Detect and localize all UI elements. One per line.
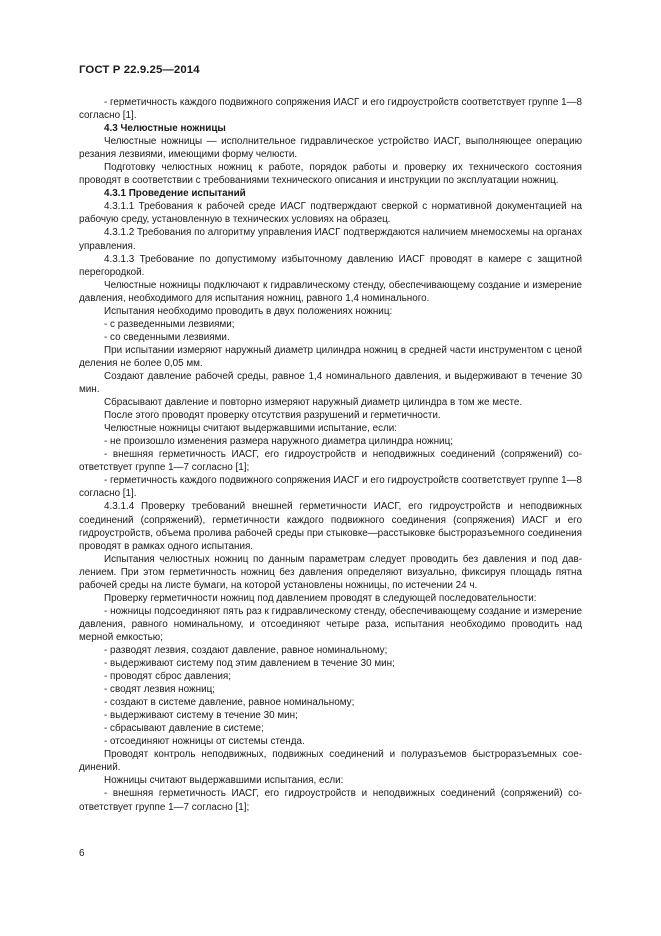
- list-item: - проводят сброс давления;: [104, 671, 231, 683]
- paragraph: Подготовку челюстных ножниц к работе, порядок работы и проверку их технического состояния проводят в соответствии с требованиями технического описания и инструкции по эксплуатации ножниц.: [79, 162, 582, 187]
- paragraph: Испытания необходимо проводить в двух положениях ножниц:: [104, 305, 393, 317]
- paragraph: Проводят контроль неподвижных, подвижных соединений и полуразъемов быстроразъемных соединений.: [79, 749, 582, 774]
- list-item: - с разведенными лезвиями;: [104, 318, 235, 330]
- list-item: - отсоединяют ножницы от системы стенда.: [104, 736, 305, 748]
- paragraph: 4.3.1.1 Требования к рабочей среде ИАСГ подтверждают сверкой с нормативной документацией на рабочую среду, установленную в технических условиях на образец.: [79, 201, 582, 226]
- paragraph: - герметичность каждого подвижного сопряжения ИАСГ и его гидроустройств соответствует группе 1—8 согласно [1].: [79, 97, 582, 122]
- paragraph: Челюстные ножницы считают выдержавшими испытание, если:: [104, 423, 398, 435]
- paragraph: Сбрасывают давление и повторно измеряют наружный диаметр цилиндра в том же месте.: [104, 397, 523, 409]
- list-item: - герметичность каждого подвижного сопряжения ИАСГ и его гидроустройств соответствует группе 1—8 согласно [1].: [79, 475, 582, 500]
- document-header: ГОСТ Р 22.9.25—2014: [79, 64, 200, 76]
- paragraph: Челюстные ножницы — исполнительное гидравлическое устройство ИАСГ, выполняющее операцию резания лезвиями, имеющими форму челюсти.: [79, 136, 582, 161]
- list-item: - внешняя герметичность ИАСГ, его гидроустройств и неподвижных соединений (сопряжений) соответствует группе 1—7 согласно [1];: [79, 788, 582, 813]
- paragraph: После этого проводят проверку отсутствия разрушений и герметичности.: [104, 410, 441, 422]
- paragraph: Создают давление рабочей среды, равное 1,4 номинального давления, и выдерживают в течение 30 мин.: [79, 370, 582, 396]
- subsection-heading: 4.3.1 Проведение испытаний: [104, 188, 246, 200]
- list-item: - создают в системе давление, равное номинальному;: [104, 697, 355, 709]
- paragraph: Челюстные ножницы подключают к гидравлическому стенду, обеспечивающему создание и измерение давления, необходимого для испытания ножниц, равного 1,4 номинального.: [79, 279, 582, 304]
- list-item: - сводят лезвия ножниц;: [104, 684, 215, 696]
- page-number: 6: [79, 848, 85, 859]
- list-item: - внешняя герметичность ИАСГ, его гидроустройств и неподвижных соединений (сопряжений) соответствует группе 1—7 согласно [1];: [79, 449, 582, 474]
- paragraph: Ножницы считают выдержавшими испытания, если:: [104, 775, 344, 787]
- list-item: - не произошло изменения размера наружного диаметра цилиндра ножниц;: [104, 436, 453, 448]
- list-item: - со сведенными лезвиями.: [104, 331, 230, 343]
- list-item: - ножницы подсоединяют пять раз к гидравлическому стенду, обеспечивающему создание и измерение давления, равного номинальному, и отсоединяют четыре раза, испытания необходимо проводить над мерной емкостью;: [79, 605, 582, 643]
- paragraph: 4.3.1.3 Требование по допустимому избыточному давлению ИАСГ проводят в камере с защитной перегородкой.: [79, 253, 582, 278]
- list-item: - выдерживают систему в течение 30 мин;: [104, 710, 298, 722]
- document-body: [79, 96, 582, 814]
- list-item: - сбрасывают давление в системе;: [104, 723, 264, 735]
- section-heading: 4.3 Челюстные ножницы: [104, 123, 226, 135]
- list-item: - выдерживают систему под этим давлением в течение 30 мин;: [104, 658, 395, 670]
- paragraph: 4.3.1.2 Требования по алгоритму управления ИАСГ подтверждаются наличием мнемосхемы на органах управления.: [79, 227, 583, 252]
- list-item: - разводят лезвия, создают давление, равное номинальному;: [104, 644, 388, 656]
- paragraph: Испытания челюстных ножниц по данным параметрам следует проводить без давления и под давлением. При этом герметичность ножниц без давления определяют визуально, фиксируя площадь пятна рабочей среды на листе бумаги, на которой установлены ножницы, по истечении 24 ч.: [79, 553, 582, 591]
- paragraph: 4.3.1.4 Проверку требований внешней герметичности ИАСГ, его гидроустройств и неподвижных соединений (сопряжений), герметичности каждого подвижного соединения (сопряжения) ИАСГ и его гидроустройств, объема пролива рабочей среды при стыковке—расстыковке быстроразъемного соединения проводят в рамках одного испытания.: [79, 501, 582, 552]
- paragraph: Проверку герметичности ножниц под давлением проводят в следующей последовательности:: [104, 592, 537, 604]
- paragraph: При испытании измеряют наружный диаметр цилиндра ножниц в средней части инструментом с ценой деления не более 0,05 мм.: [79, 344, 582, 369]
